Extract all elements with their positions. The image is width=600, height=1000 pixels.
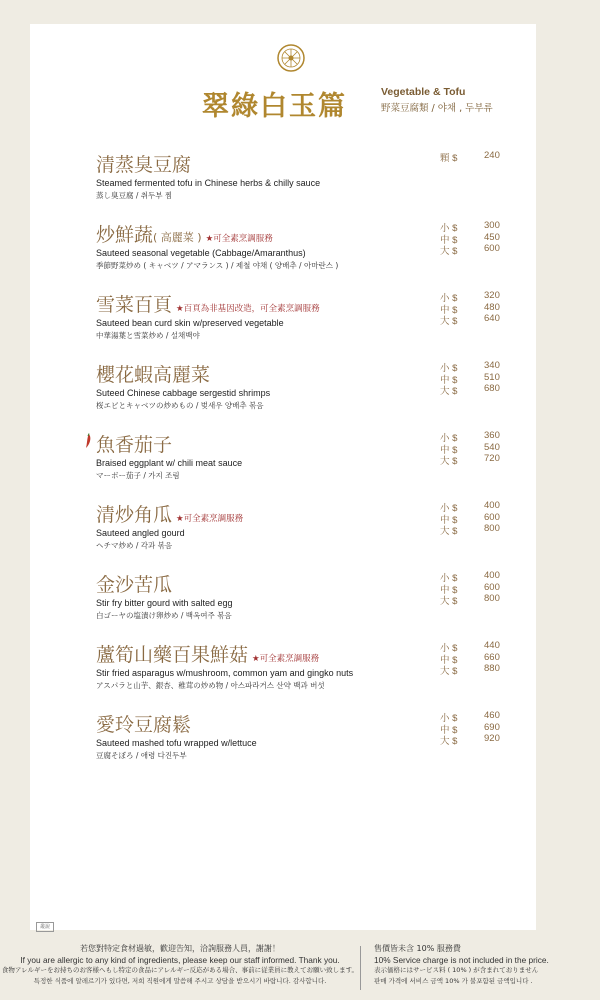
price-row (440, 570, 530, 582)
dish-note: ★可全素烹調服務 (252, 654, 320, 664)
price-value: 720 (484, 453, 500, 464)
price-row (440, 383, 530, 395)
price-size: 中 $ (440, 514, 458, 526)
dish-name (96, 290, 320, 317)
price-value: 440 (484, 640, 500, 651)
dish-name-zh: 清炒角瓜 (96, 504, 173, 526)
price-row (440, 733, 530, 745)
price-size: 小 $ (440, 293, 458, 304)
dish-name-en: Sauteed seasonal vegetable (Cabbage/Amaranthus) (96, 248, 306, 258)
price-row (440, 652, 530, 664)
dish-name-jp-kr: ヘチマ炒め / 각과 볶음 (96, 541, 173, 550)
dish-name (96, 220, 273, 247)
menu-page (30, 24, 536, 930)
dish-name (96, 500, 243, 527)
price-row (440, 302, 530, 314)
dish-name-zh: 金沙苦瓜 (96, 574, 173, 596)
dish-name-zh: 蘆筍山藥百果鮮菇 (96, 644, 249, 666)
price-value: 400 (484, 570, 500, 581)
price-list (440, 640, 530, 675)
price-list (440, 220, 530, 255)
section-title-en: Vegetable & Tofu (381, 86, 466, 98)
price-row (440, 523, 530, 535)
price-size: 大 $ (440, 316, 458, 327)
dish-name (96, 150, 191, 177)
price-size: 大 $ (440, 666, 458, 677)
dish-name (96, 640, 319, 667)
price-list (440, 500, 530, 535)
price-row (440, 710, 530, 722)
menu-item (30, 150, 536, 216)
dish-name-zh: 清蒸臭豆腐 (96, 154, 192, 176)
dish-name (96, 430, 172, 457)
dish-name-en: Braised eggplant w/ chili meat sauce (96, 458, 243, 468)
allergy-notice-en: If you are allergic to any kind of ingredients, please keep our staff informed. Thank you. (20, 954, 340, 965)
price-row (440, 453, 530, 465)
price-size: 中 $ (440, 374, 458, 386)
dish-name-jp-kr: アスパラと山芋、銀杏、稚茸の炒め物 / 아스파라거스 산약 백과 버섯 (96, 681, 325, 690)
menu-item (30, 640, 536, 706)
price-size: 中 $ (440, 304, 458, 316)
dish-name-jp-kr: 桜エビとキャベツの炒めもの / 벚새우 양배추 볶음 (96, 401, 264, 410)
dish-name (96, 570, 172, 597)
dish-name-zh: 魚香茄子 (96, 434, 173, 456)
menu-item (30, 290, 536, 356)
price-value: 800 (484, 523, 500, 534)
price-size: 大 $ (440, 246, 458, 257)
price-row (440, 290, 530, 302)
dish-name-zh: 雪菜百頁 (96, 294, 173, 316)
price-size: 小 $ (440, 223, 458, 234)
dish-name-en: Stir fried asparagus w/mushroom, common yam and gingko nuts (96, 668, 354, 678)
allergy-notice-zh: 若您對特定食材過敏，歡迎告知，洽詢服務人員，謝謝！ (80, 944, 280, 953)
price-row (440, 442, 530, 454)
price-value: 800 (484, 593, 500, 604)
price-value: 300 (484, 220, 500, 231)
price-row (440, 430, 530, 442)
price-value: 400 (484, 500, 500, 511)
allergy-notice-kr: 특정한 식품에 알레르기가 있다면, 저희 직원에게 말씀해 주시고 상담을 받으시기 바랍니다. 감사합니다. (33, 976, 327, 985)
price-value: 240 (484, 150, 500, 161)
price-row (440, 220, 530, 232)
price-list (440, 430, 530, 465)
dish-name-zh: 櫻花蝦高麗菜 (96, 364, 211, 386)
dish-name-paren: ( 高麗菜 ) (153, 231, 202, 244)
price-size: 小 $ (440, 503, 458, 514)
lotus-logo-icon (277, 44, 305, 72)
dish-name-zh: 愛玲豆腐鬆 (96, 714, 192, 736)
price-size: 大 $ (440, 736, 458, 747)
section-title-subtitle: 野菜豆腐類 / 야채 , 두부류 (381, 103, 493, 114)
dish-name-jp-kr: マーボー茄子 / 가지 조림 (96, 471, 180, 480)
price-size: 小 $ (440, 433, 458, 444)
price-row (440, 663, 530, 675)
price-value: 480 (484, 301, 500, 313)
dish-name-en: Sauteed bean curd skin w/preserved vegetable (96, 318, 284, 328)
price-row (440, 500, 530, 512)
dish-name-en: Sauteed mashed tofu wrapped w/lettuce (96, 738, 257, 748)
dish-name (96, 710, 191, 737)
price-value: 320 (484, 290, 500, 301)
dish-name-jp-kr: 豆腐そぼろ / 애령 다진두부 (96, 751, 187, 760)
dish-name-jp-kr: 中華湯葉と雪菜炒め / 설채백야 (96, 331, 200, 340)
dish-name-en: Steamed fermented tofu in Chinese herbs & chilly sauce (96, 178, 321, 188)
price-value: 600 (484, 511, 500, 523)
menu-item (30, 500, 536, 566)
dish-name-en: Sauteed angled gourd (96, 528, 185, 538)
menu-item (30, 360, 536, 426)
price-row (440, 232, 530, 244)
service-charge-en: 10% Service charge is not included in the price. (374, 954, 549, 965)
price-size: 小 $ (440, 643, 458, 654)
dish-note: ★可全素烹調服務 (176, 514, 244, 524)
price-row (440, 150, 530, 162)
price-list (440, 150, 530, 162)
service-charge-zh: 售價皆未含 10% 服務費 (374, 944, 461, 953)
price-size: 顆 $ (440, 153, 458, 164)
price-size: 小 $ (440, 363, 458, 374)
allergy-notice-jp: 食物アレルギーをお持ちのお客様へもし特定の食品にアレルギー反応がある場合、事前に従業員に教えてお願い致します。 (1, 966, 359, 974)
menu-item (30, 570, 536, 636)
price-list (440, 360, 530, 395)
dish-name-zh: 炒鮮蔬 (96, 224, 154, 246)
dish-name-jp-kr: 季節野菜炒め ( キャベツ / アマランス ) / 제철 야채 ( 양배추 / 아마란스 ) (96, 261, 339, 270)
allergy-notice (0, 944, 360, 986)
price-value: 600 (484, 581, 500, 593)
price-value: 540 (484, 441, 500, 453)
footer-divider (360, 946, 361, 990)
price-row (440, 593, 530, 605)
price-value: 640 (484, 313, 500, 324)
price-size: 大 $ (440, 596, 458, 607)
service-charge-kr: 판매 가격에 서비스 금액 10% 가 불포함된 금액입니다 . (374, 976, 533, 985)
dish-note: ★可全素烹調服務 (205, 234, 273, 244)
section-title: 翠綠白玉篇 (202, 91, 347, 122)
price-size: 大 $ (440, 526, 458, 537)
dish-name-en: Suteed Chinese cabbage sergestid shrimps (96, 388, 271, 398)
menu-item (30, 430, 536, 496)
price-list (440, 710, 530, 745)
menu-item (30, 710, 536, 776)
price-size: 中 $ (440, 654, 458, 666)
dish-name-jp-kr: 白ゴーヤの塩漬け卵炒め / 백옥여주 볶음 (96, 611, 232, 620)
menu-item (30, 220, 536, 286)
price-row (440, 640, 530, 652)
price-row (440, 582, 530, 594)
service-charge-jp: 表示価格にはサービス料 ( 10% ) が含まれておりません (374, 966, 539, 974)
price-size: 大 $ (440, 456, 458, 467)
price-size: 大 $ (440, 386, 458, 397)
dish-name-en: Stir fry bitter gourd with salted egg (96, 598, 233, 608)
price-size: 中 $ (440, 584, 458, 596)
price-row (440, 722, 530, 734)
price-size: 小 $ (440, 713, 458, 724)
price-value: 600 (484, 243, 500, 254)
price-row (440, 360, 530, 372)
price-size: 中 $ (440, 234, 458, 246)
service-charge-notice (374, 944, 594, 986)
price-value: 660 (484, 651, 500, 663)
price-value: 880 (484, 663, 500, 674)
price-size: 小 $ (440, 573, 458, 584)
price-list (440, 570, 530, 605)
price-value: 920 (484, 733, 500, 744)
small-badge: 叢說 (36, 922, 54, 932)
price-row (440, 243, 530, 255)
price-value: 690 (484, 721, 500, 733)
price-value: 450 (484, 231, 500, 243)
price-value: 340 (484, 360, 500, 371)
dish-note: ★百頁為非基因改造，可全素烹調服務 (176, 304, 320, 314)
price-list (440, 290, 530, 325)
dish-name-jp-kr: 蒸し臭豆腐 / 취두부 찜 (96, 191, 173, 200)
price-value: 360 (484, 430, 500, 441)
chili-pepper-icon (84, 433, 92, 449)
price-size: 中 $ (440, 444, 458, 456)
price-size: 中 $ (440, 724, 458, 736)
price-row (440, 372, 530, 384)
price-value: 510 (484, 371, 500, 383)
price-value: 680 (484, 383, 500, 394)
price-row (440, 512, 530, 524)
dish-name (96, 360, 210, 387)
price-row (440, 313, 530, 325)
price-value: 460 (484, 710, 500, 721)
